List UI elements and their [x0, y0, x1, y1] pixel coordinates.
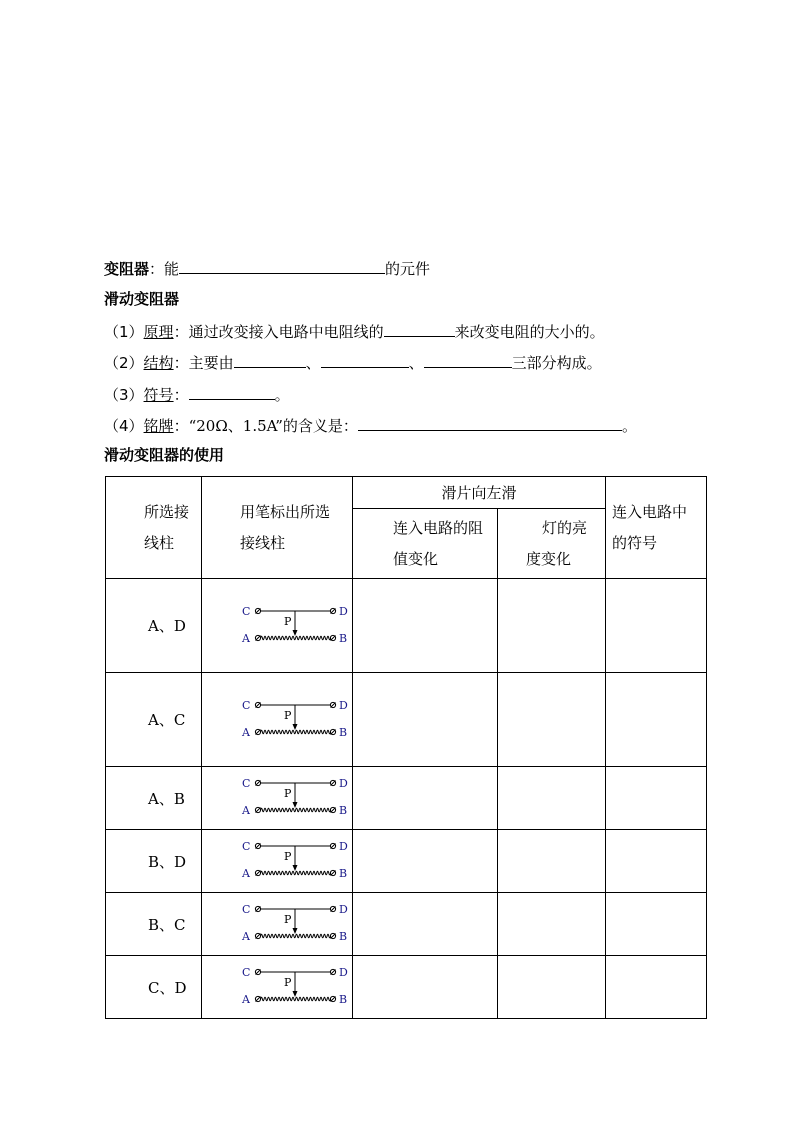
terminal-a-label: A: [242, 867, 250, 880]
usage-table: [105, 476, 707, 1019]
rheostat-diagram: [241, 605, 351, 647]
terminal-d-label: D: [339, 966, 348, 979]
item4-text-c: 。: [621, 417, 637, 435]
terminal-b-label: B: [339, 725, 348, 739]
rheostat-diagram: [241, 777, 351, 819]
item2-sep1: 、: [305, 354, 321, 372]
slider-p-label: P: [284, 787, 292, 800]
item3-num: （3）: [104, 386, 144, 404]
item2-sep2: 、: [408, 354, 424, 372]
rheostat-diagram: [241, 840, 351, 882]
row-label: B、D: [106, 830, 202, 893]
diagram-cell[interactable]: [202, 767, 353, 830]
item4-text-b: 的含义是：: [282, 417, 358, 435]
header-slide-left: 滑片向左滑: [353, 477, 606, 509]
table-row: [106, 767, 707, 830]
terminal-b-label: B: [339, 930, 348, 943]
slider-p-label: P: [284, 850, 292, 863]
terminal-b-label: B: [339, 631, 348, 645]
item-symbol: [104, 383, 290, 405]
answer-cell-symbol[interactable]: [606, 673, 707, 767]
terminal-a-label: A: [242, 804, 250, 817]
diagram-cell[interactable]: [202, 830, 353, 893]
answer-cell-symbol[interactable]: [606, 956, 707, 1019]
answer-cell-resistance[interactable]: [353, 830, 498, 893]
terminal-b-label: B: [339, 993, 348, 1006]
item2-text-a: ：主要由: [173, 354, 234, 372]
slider-p-label: P: [284, 976, 292, 989]
answer-cell-brightness[interactable]: [498, 579, 606, 673]
item1-blank[interactable]: [384, 320, 455, 337]
item1-text-b: 来改变电阻的大小的。: [454, 323, 605, 341]
item4-blank[interactable]: [358, 414, 622, 431]
slider-p-label: P: [284, 708, 292, 722]
answer-cell-brightness[interactable]: [498, 893, 606, 956]
slider-arrow-icon: [293, 802, 298, 808]
terminal-c-label: C: [242, 777, 251, 790]
item2-text-b: 三部分构成。: [511, 354, 602, 372]
terminal-a-label: A: [242, 930, 250, 943]
answer-cell-resistance[interactable]: [353, 893, 498, 956]
answer-cell-resistance[interactable]: [353, 579, 498, 673]
intro-colon: ：能: [149, 260, 180, 278]
item1-text-a: ：通过改变接入电路中电阻线的: [173, 323, 384, 341]
table-row: [106, 579, 707, 673]
answer-cell-brightness[interactable]: [498, 956, 606, 1019]
item-structure: [104, 351, 602, 373]
slider-arrow-icon: [293, 991, 298, 997]
terminal-c-label: C: [242, 840, 251, 853]
answer-cell-brightness[interactable]: [498, 830, 606, 893]
item4-quote: “20Ω、1.5A”: [188, 417, 283, 435]
header-terminals: 所选接 线柱: [106, 477, 202, 579]
section1-title: 滑动变阻器: [104, 290, 180, 308]
resistance-coil-icon: [261, 636, 331, 640]
resistance-coil-icon: [261, 934, 331, 938]
intro-line: [104, 257, 430, 279]
item2-num: （2）: [104, 354, 144, 372]
table-row: [106, 893, 707, 956]
item3-blank[interactable]: [189, 383, 275, 400]
item4-num: （4）: [104, 417, 144, 435]
answer-cell-brightness[interactable]: [498, 767, 606, 830]
slider-arrow-icon: [293, 928, 298, 934]
terminal-b-label: B: [339, 867, 348, 880]
table-row: [106, 956, 707, 1019]
answer-cell-resistance[interactable]: [353, 767, 498, 830]
rheostat-diagram: [241, 966, 351, 1008]
item4-label: 铭牌: [143, 417, 174, 435]
answer-cell-resistance[interactable]: [353, 673, 498, 767]
terminal-c-label: C: [242, 698, 251, 712]
item2-blank-3[interactable]: [424, 351, 512, 368]
item4-text-a: ：: [173, 417, 189, 435]
intro-term: 变阻器: [104, 260, 150, 278]
table-row: [106, 830, 707, 893]
answer-cell-brightness[interactable]: [498, 673, 606, 767]
header-circuit-symbol: 连入电路中 的符号: [606, 477, 707, 579]
rheostat-diagram: [241, 903, 351, 945]
header-resistance-change: 连入电路的阻 值变化: [353, 509, 498, 579]
intro-blank[interactable]: [179, 257, 385, 274]
row-label: B、C: [106, 893, 202, 956]
diagram-cell[interactable]: [202, 956, 353, 1019]
answer-cell-symbol[interactable]: [606, 767, 707, 830]
terminal-c-label: C: [242, 966, 251, 979]
row-label: A、B: [106, 767, 202, 830]
terminal-d-label: D: [339, 604, 348, 618]
slider-p-label: P: [284, 913, 292, 926]
header-brightness-change: 灯的亮 度变化: [498, 509, 606, 579]
section2-title: 滑动变阻器的使用: [104, 446, 225, 464]
terminal-a-label: A: [242, 993, 250, 1006]
answer-cell-symbol[interactable]: [606, 893, 707, 956]
terminal-d-label: D: [339, 903, 348, 916]
row-label: C、D: [106, 956, 202, 1019]
terminal-c-label: C: [242, 604, 251, 618]
intro-tail: 的元件: [385, 260, 431, 278]
item1-num: （1）: [104, 323, 144, 341]
diagram-cell[interactable]: [202, 673, 353, 767]
resistance-coil-icon: [261, 808, 331, 812]
diagram-cell[interactable]: [202, 579, 353, 673]
item2-label: 结构: [143, 354, 174, 372]
diagram-cell[interactable]: [202, 893, 353, 956]
item2-blank-2[interactable]: [321, 351, 409, 368]
slider-p-label: P: [284, 614, 292, 628]
item2-blank-1[interactable]: [234, 351, 306, 368]
answer-cell-symbol[interactable]: [606, 579, 707, 673]
slider-arrow-icon: [293, 865, 298, 871]
terminal-d-label: D: [339, 840, 348, 853]
answer-cell-resistance[interactable]: [353, 956, 498, 1019]
item3-text-b: 。: [274, 386, 290, 404]
item-principle: [104, 320, 605, 342]
item3-label: 符号: [143, 386, 174, 404]
slider-arrow-icon: [293, 630, 298, 636]
resistance-coil-icon: [261, 871, 331, 875]
terminal-d-label: D: [339, 698, 348, 712]
row-label: A、D: [106, 579, 202, 673]
resistance-coil-icon: [261, 997, 331, 1001]
terminal-a-label: A: [242, 631, 250, 645]
terminal-a-label: A: [242, 725, 250, 739]
item1-label: 原理: [143, 323, 174, 341]
resistance-coil-icon: [261, 730, 331, 734]
terminal-c-label: C: [242, 903, 251, 916]
item3-text-a: ：: [173, 386, 189, 404]
answer-cell-symbol[interactable]: [606, 830, 707, 893]
terminal-d-label: D: [339, 777, 348, 790]
item-nameplate: [104, 414, 637, 436]
header-mark-terminals: 用笔标出所选 接线柱: [202, 477, 353, 579]
rheostat-diagram: [241, 699, 351, 741]
table-row: [106, 673, 707, 767]
row-label: A、C: [106, 673, 202, 767]
terminal-b-label: B: [339, 804, 348, 817]
slider-arrow-icon: [293, 724, 298, 730]
